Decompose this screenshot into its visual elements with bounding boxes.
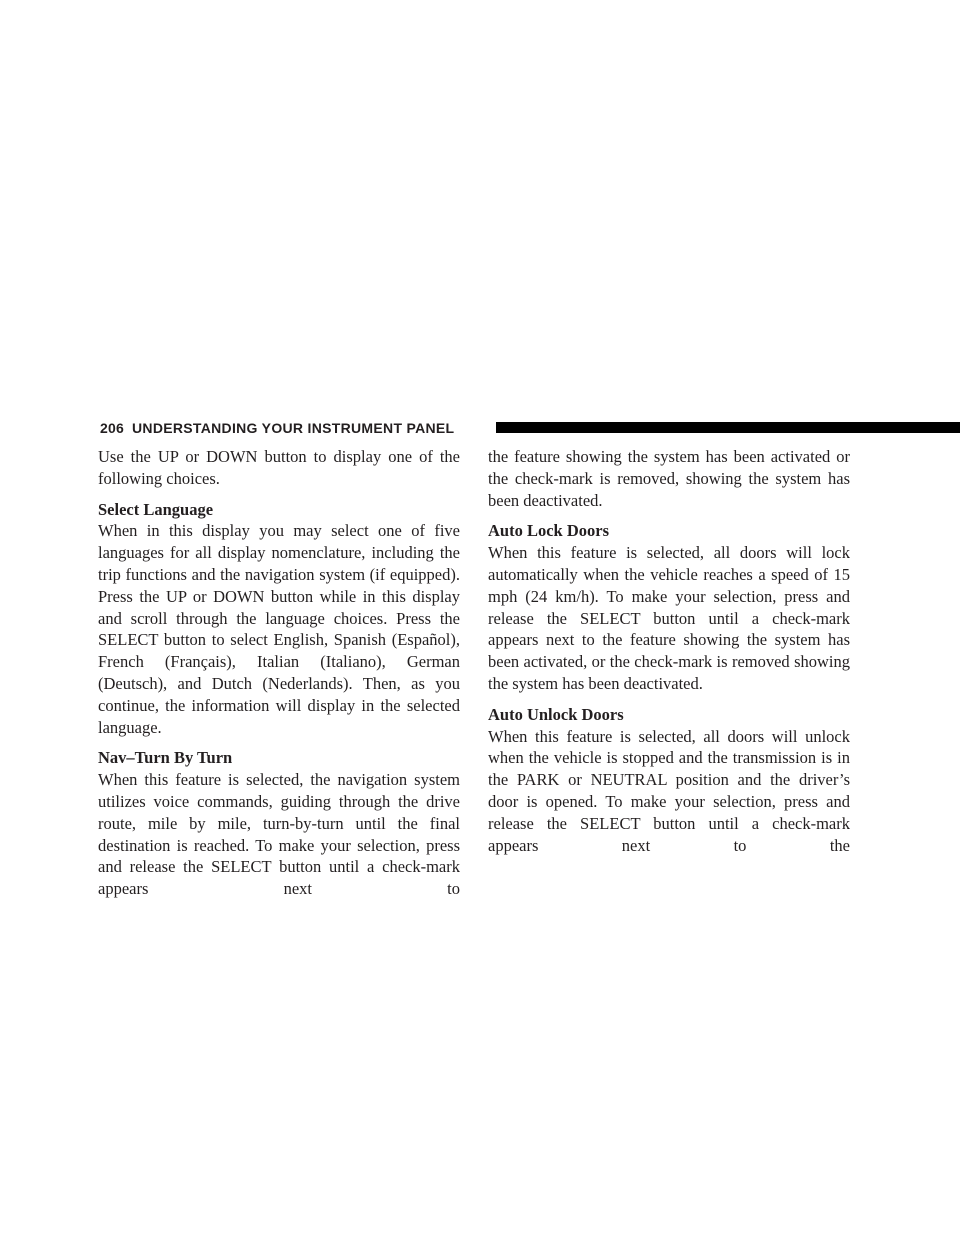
- right-column: [488, 446, 850, 856]
- nav-turn-by-turn-body: When this feature is selected, the navigation system utilizes voice commands, guiding through the drive route, mile by mile, turn-by-turn until the final destination is reached. To make your selection, press and release the SELECT button until a check-mark appears next to: [98, 770, 460, 899]
- page-number: 206: [100, 420, 124, 436]
- continuation-paragraph: the feature showing the system has been activated or the check-mark is removed, showing the system has been deactivated.: [488, 447, 850, 510]
- intro-paragraph: Use the UP or DOWN button to display one of the following choices.: [98, 447, 460, 488]
- auto-unlock-doors-body: When this feature is selected, all doors will unlock when the vehicle is stopped and the transmission is in the PARK or NEUTRAL position and the driver’s door is opened. To make your selection, press and release the SELECT button until a check-mark appears next to the: [488, 726, 850, 855]
- select-language-heading: Select Language: [98, 499, 214, 519]
- auto-lock-doors-heading: Auto Lock Doors: [488, 521, 610, 541]
- left-column: [98, 446, 460, 900]
- select-language-body: When in this display you may select one of five languages for all display nomenclature, including the trip functions and the navigation system (if equipped). Press the UP or DOWN button while in this display and scroll through the language choices. Press the SELECT button to select English, Spanish (Español), French (Français), Italian (Italiano), German (Deutsch), and Dutch (Nederlands). Then, as you continue, the information will display in the selected language.: [98, 521, 460, 737]
- header-rule-bar: [496, 422, 960, 433]
- auto-lock-doors-body: When this feature is selected, all doors will lock automatically when the vehicle reaches a speed of 15 mph (24 km/h). To make your selection, press and release the SELECT button until a check-mark appears next to the feature showing the system has been activated, or the check-mark is removed showing the system has been deactivated.: [488, 543, 850, 693]
- auto-unlock-doors-heading: Auto Unlock Doors: [488, 704, 624, 724]
- section-title: UNDERSTANDING YOUR INSTRUMENT PANEL: [132, 420, 455, 436]
- page-header: [96, 418, 864, 440]
- nav-turn-by-turn-heading: Nav–Turn By Turn: [98, 748, 233, 768]
